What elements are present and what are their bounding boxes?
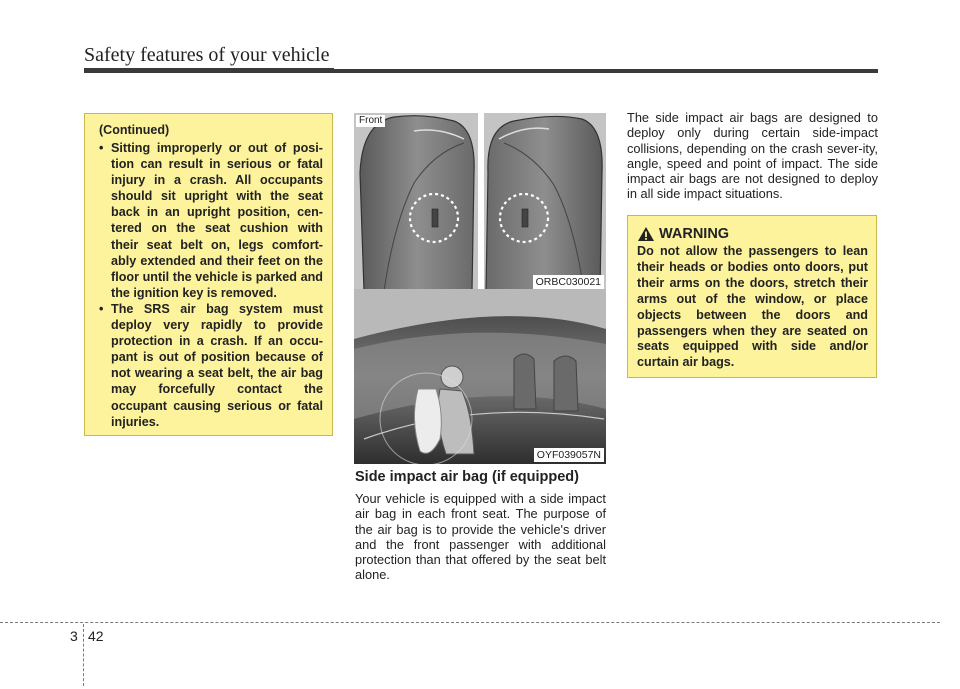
page-header-title: Safety features of your vehicle [84,44,330,66]
caution-bullet: • Sitting improperly or out of posi-tion can result in serious or fatal injury in a crash. All occupants should sit upright with the seat back in an upright position, cen-tered on the seat cushion with their seat belt on, legs comfort-ably extended and their feet on the floor until the vehicle is parked and the ignition key is removed. [94,140,323,301]
page-number: 42 [88,628,104,644]
warning-box [627,215,877,378]
cabin-illustration [354,289,606,464]
front-label: Front [356,115,385,127]
cabin-airbag-figure [354,289,606,464]
caution-box [84,113,333,436]
right-paragraph: The side impact air bags are designed to deploy only during certain side-impact collisions, depending on the crash sever-ity, angle, speed and point of impact. The side impact air bags are not designed to deploy in all side impact situations. [627,110,878,202]
figure-code: OYF039057N [534,448,604,462]
seats-airbag-figure [354,113,606,291]
warning-triangle-icon [637,226,655,242]
caution-bullet: • The SRS air bag system must deploy very rapidly to provide protection in a crash. If an occu-pant is out of position because of not wearing a seat belt, the air bag may forcefully contact the occupant causing serious or fatal injuries. [94,301,323,430]
section-title: Side impact air bag (if equipped) [355,469,579,485]
warning-header [637,226,868,242]
caution-bullet-list [94,140,323,430]
continued-label: (Continued) [99,123,170,137]
footer-rule [0,622,940,623]
section-paragraph: Your vehicle is equipped with a side impact air bag in each front seat. The purpose of the air bag is to provide the vehicle's driver and the front passenger with additional protection than that offered by the seat belt alone. [355,491,606,583]
header-rule [84,69,878,73]
warning-title: WARNING [659,226,730,242]
footer-divider [83,624,84,686]
chapter-number: 3 [70,628,78,644]
seats-illustration [354,113,606,291]
warning-text: Do not allow the passengers to lean their heads or bodies onto doors, put their arms on the doors, stretch their arms out of the window, or place objects between the doors and passengers when they are seated on seats equipped with side and/or curtain air bags. [637,244,868,370]
figure-code: ORBC030021 [533,275,604,289]
